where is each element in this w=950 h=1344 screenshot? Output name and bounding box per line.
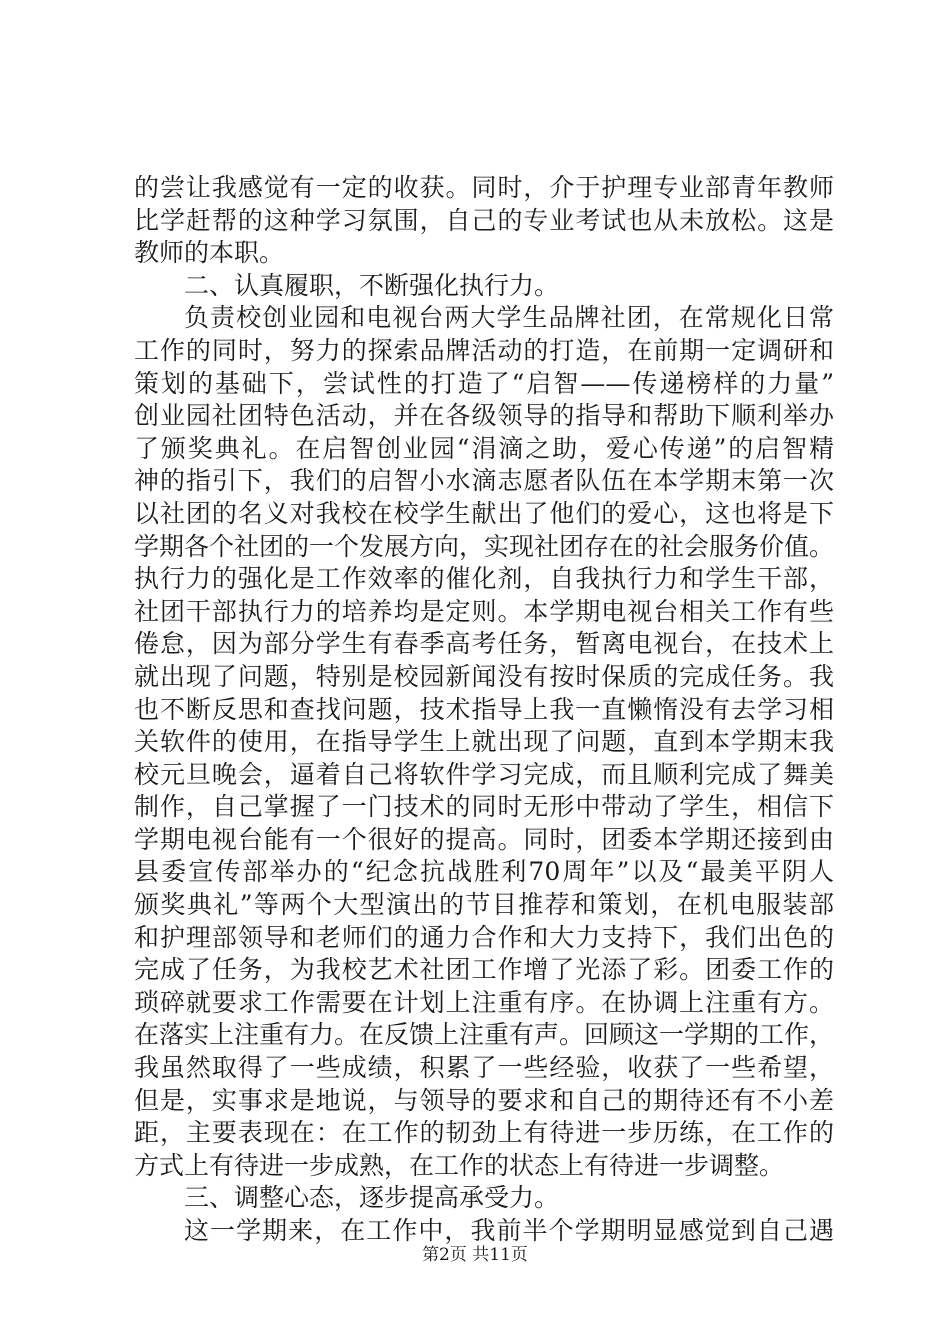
text-line: 颁奖典礼”等两个大型演出的节目推荐和策划，在机电服装部 [134, 890, 834, 920]
text-line: 神的指引下，我们的启智小水滴志愿者队伍在本学期末第一次 [134, 466, 834, 496]
text-line: 执行力的强化是工作效率的催化剂，自我执行力和学生干部， [134, 564, 834, 594]
text-line: 学期电视台能有一个很好的提高。同时，团委本学期还接到由 [134, 824, 834, 854]
text-line: 负责校创业园和电视台两大学生品牌社团，在常规化日常 [184, 303, 834, 333]
text-line: 策划的基础下，尝试性的打造了“启智——传递榜样的力量” [134, 368, 834, 398]
text-line: 倦怠，因为部分学生有春季高考任务，暂离电视台，在技术上 [134, 629, 834, 659]
text-line: 但是，实事求是地说，与领导的要求和自己的期待还有不小差 [134, 1085, 834, 1115]
text-line: 的尝让我感觉有一定的收获。同时，介于护理专业部青年教师 [134, 173, 834, 202]
text-line: 就出现了问题，特别是校园新闻没有按时保质的完成任务。我 [134, 661, 834, 691]
text-line: 教师的本职。 [134, 238, 285, 268]
text-line: 距，主要表现在：在工作的韧劲上有待进一步历练，在工作的 [134, 1118, 834, 1148]
body-text [134, 172, 834, 1248]
page-footer: 第2页 共11页 [422, 1245, 528, 1265]
text-line: 关软件的使用，在指导学生上就出现了问题，直到本学期末我 [134, 727, 834, 757]
text-line: 社团干部执行力的培养均是定则。本学期电视台相关工作有些 [134, 596, 834, 626]
text-line: 工作的同时，努力的探索品牌活动的打造，在前期一定调研和 [134, 335, 834, 365]
text-line: 制作，自己掌握了一门技术的同时无形中带动了学生，相信下 [134, 792, 834, 822]
text-line: 琐碎就要求工作需要在计划上注重有序。在协调上注重有方。 [134, 987, 834, 1017]
text-line: 了颁奖典礼。在启智创业园“涓滴之助，爱心传递”的启智精 [134, 433, 834, 463]
text-line: 我虽然取得了一些成绩，积累了一些经验，收获了一些希望， [134, 1053, 834, 1083]
text-line: 方式上有待进一步成熟，在工作的状态上有待进一步调整。 [134, 1150, 785, 1180]
text-line: 和护理部领导和老师们的通力合作和大力支持下，我们出色的 [134, 922, 834, 952]
text-line: 二、认真履职，不断强化执行力。 [184, 270, 560, 300]
text-line: 创业园社团特色活动，并在各级领导的指导和帮助下顺利举办 [134, 401, 834, 431]
text-line: 比学赶帮的这种学习氛围，自己的专业考试也从未放松。这是 [134, 205, 834, 235]
text-line: 校元旦晚会，逼着自己将软件学习完成，而且顺利完成了舞美 [134, 759, 834, 789]
text-line: 以社团的名义对我校在校学生献出了他们的爱心，这也将是下 [134, 498, 834, 528]
text-line: 完成了任务，为我校艺术社团工作增了光添了彩。团委工作的 [134, 955, 834, 985]
text-line: 也不断反思和查找问题，技术指导上我一直懒惰没有去学习相 [134, 694, 834, 724]
text-line: 在落实上注重有力。在反馈上注重有声。回顾这一学期的工作， [134, 1020, 834, 1050]
text-line: 这一学期来，在工作中，我前半个学期明显感觉到自己遇 [184, 1216, 834, 1245]
text-line: 学期各个社团的一个发展方向，实现社团存在的社会服务价值。 [134, 531, 834, 561]
text-line: 县委宣传部举办的“纪念抗战胜利70周年”以及“最美平阴人 [134, 857, 834, 887]
text-line: 三、调整心态，逐步提高承受力。 [184, 1183, 560, 1213]
